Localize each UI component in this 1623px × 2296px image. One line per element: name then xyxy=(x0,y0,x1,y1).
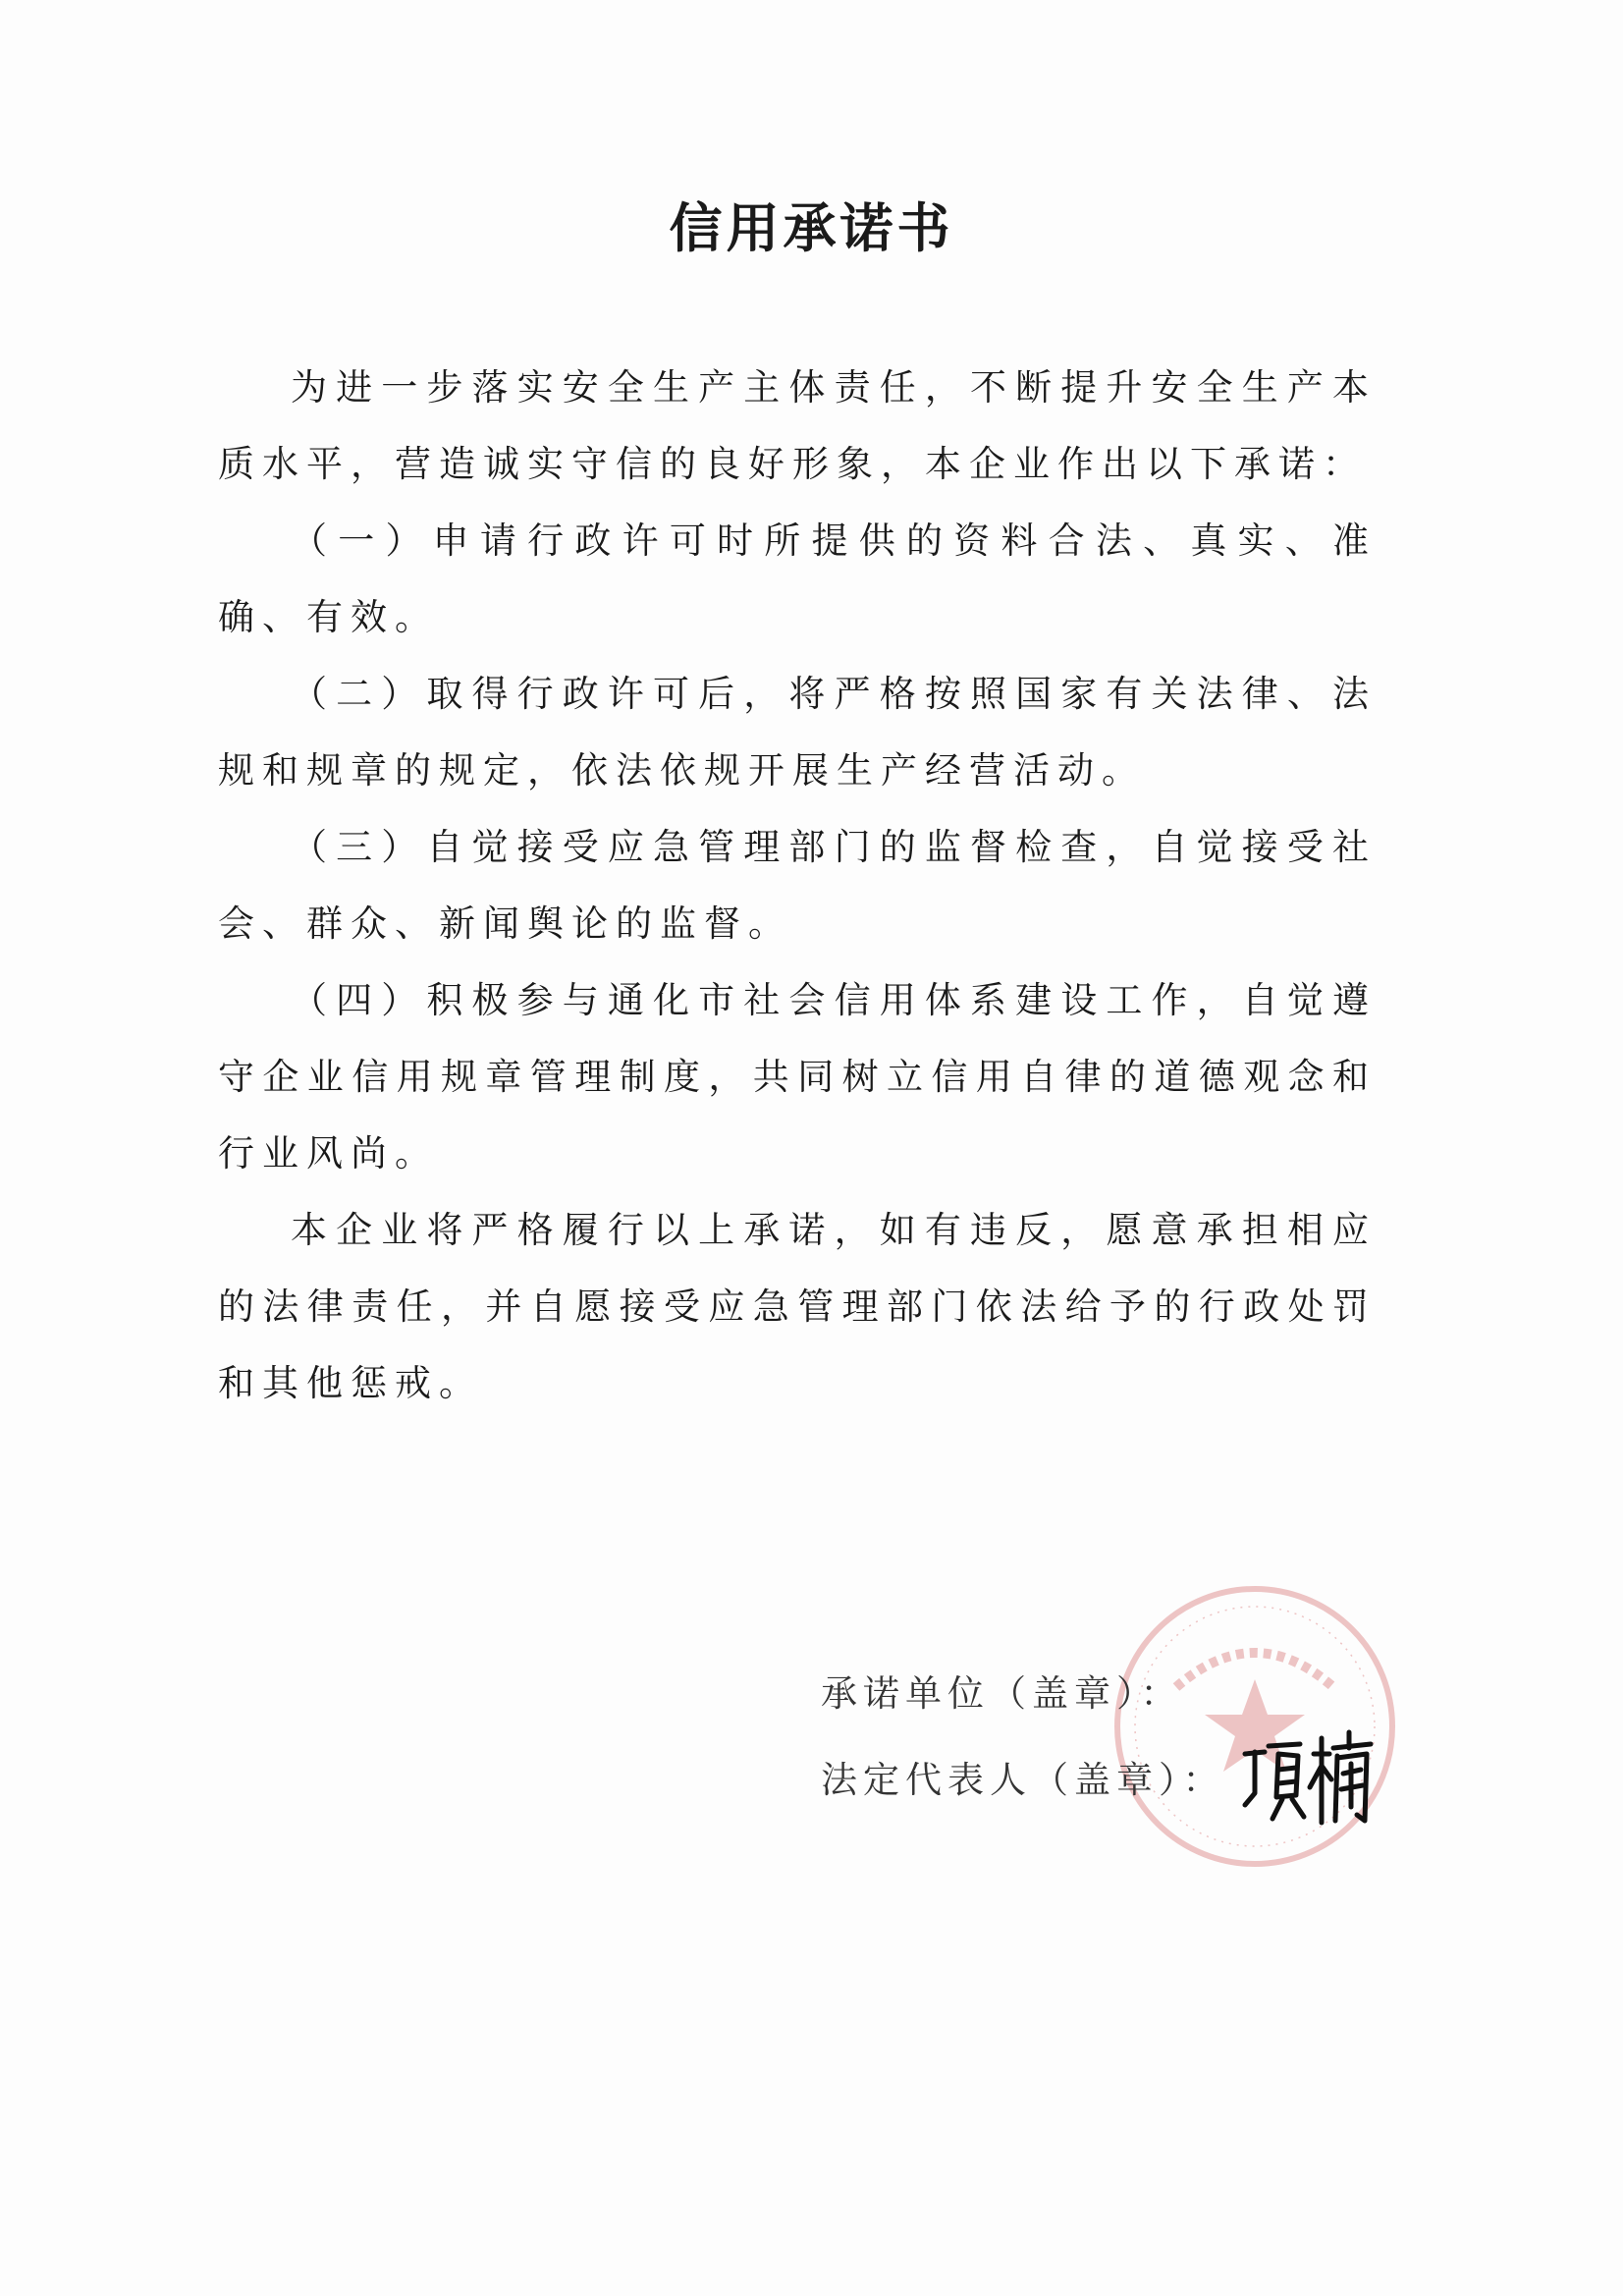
paragraph-item-1: （一）申请行政许可时所提供的资料合法、真实、准确、有效。 xyxy=(218,519,1377,638)
paragraph-item-3: （三）自觉接受应急管理部门的监督检查，自觉接受社会、群众、新闻舆论的监督。 xyxy=(218,826,1377,945)
paragraph-intro: 为进一步落实安全生产主体责任，不断提升安全生产本质水平，营造诚实守信的良好形象，本企业作出以下承诺： xyxy=(218,366,1377,485)
handwritten-signature xyxy=(1239,1724,1377,1832)
paragraph-item-2: （二）取得行政许可后，将严格按照国家有关法律、法规和规章的规定，依法依规开展生产经营活动。 xyxy=(218,673,1377,792)
document-title: 信用承诺书 xyxy=(669,197,954,259)
paragraph-item-4: （四）积极参与通化市社会信用体系建设工作，自觉遵守企业信用规章管理制度，共同树立信用自律的道德观念和行业风尚。 xyxy=(218,979,1377,1175)
signature-unit-label: 承诺单位（盖章）： xyxy=(821,1672,1183,1715)
paragraph-closing: 本企业将严格履行以上承诺，如有违反，愿意承担相应的法律责任，并自愿接受应急管理部门依法给予的行政处罚和其他惩戒。 xyxy=(218,1209,1377,1404)
signature-legal-rep-label: 法定代表人（盖章）： xyxy=(821,1759,1225,1801)
document-body xyxy=(218,350,1377,1422)
